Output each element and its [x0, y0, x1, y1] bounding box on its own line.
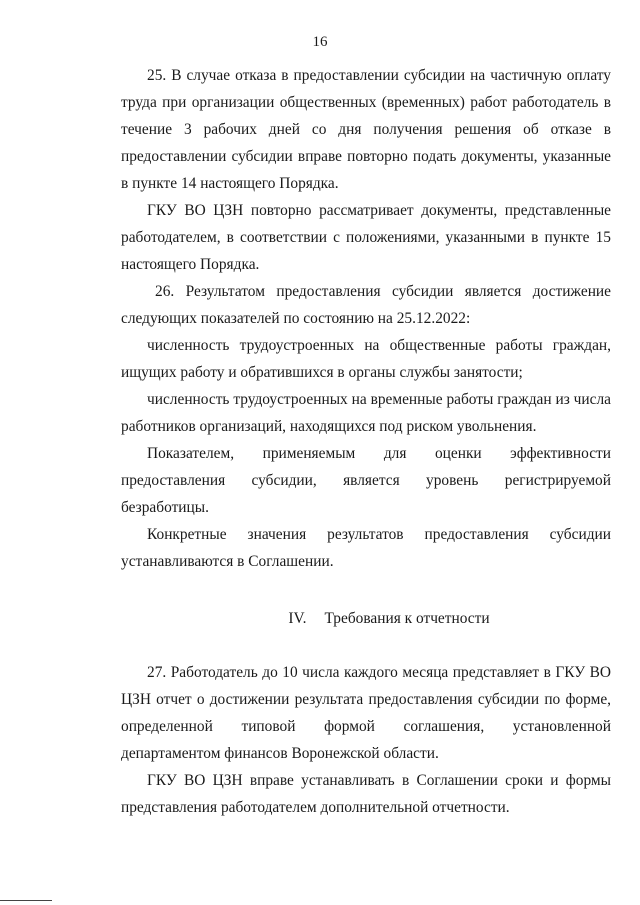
- section-heading: [121, 605, 611, 632]
- paragraph-25: 25. В случае отказа в предоставлении субсидии на частичную оплату труда при организации общественных (временных) работ работодатель в течение 3 рабочих дней со дня получения решения об отказе в предоставлении субсидии вправе повторно подать документы, указанные в пункте 14 настоящего Порядка.: [121, 67, 611, 192]
- paragraph-efficiency-indicator: Показателем, применяемым для оценки эффективности предоставления субсидии, является уровень регистрируемой безработицы.: [121, 445, 611, 516]
- section-title: Требования к отчетности: [324, 610, 490, 627]
- section-number: IV.: [288, 610, 307, 627]
- paragraph-26: 26. Результатом предоставления субсидии является достижение следующих показателей по состоянию на 25.12.2022:: [121, 283, 611, 327]
- paragraph-repeat-review: ГКУ ВО ЦЗН повторно рассматривает документы, представленные работодателем, в соответствии с положениями, указанными в пункте 15 настоящего Порядка.: [121, 202, 611, 273]
- paragraph-indicator-temporary-works: численность трудоустроенных на временные работы граждан из числа работников организаций, находящихся под риском увольнения.: [121, 391, 611, 435]
- page-number: 16: [312, 34, 328, 50]
- paragraph-additional-reporting: ГКУ ВО ЦЗН вправе устанавливать в Соглашении сроки и формы представления работодателем дополнительной отчетности.: [121, 772, 611, 816]
- paragraph-27: 27. Работодатель до 10 числа каждого месяца представляет в ГКУ ВО ЦЗН отчет о достижении результата предоставления субсидии по форме, определенной типовой формой соглашения, установленной департаментом финансов Воронежской области.: [121, 664, 611, 762]
- paragraph-specific-values: Конкретные значения результатов предоставления субсидии устанавливаются в Соглашении.: [121, 526, 611, 570]
- document-body: [121, 62, 611, 821]
- footer-divider: [0, 900, 52, 901]
- paragraph-indicator-public-works: численность трудоустроенных на общественные работы граждан, ищущих работу и обратившихся в органы службы занятости;: [121, 337, 611, 381]
